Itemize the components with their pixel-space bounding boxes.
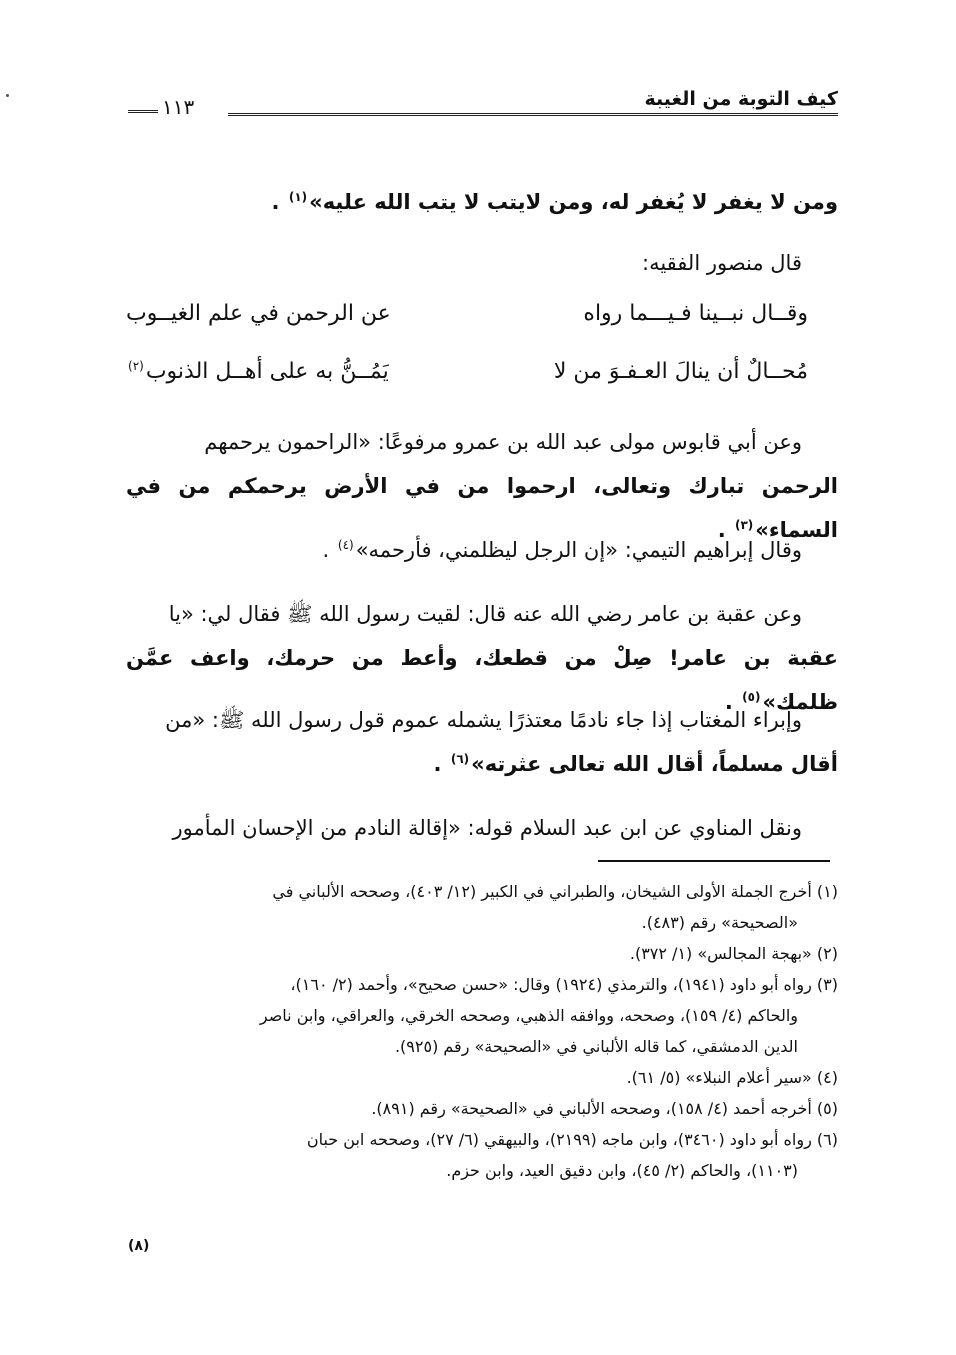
footnote-4 bbox=[126, 1062, 838, 1093]
footnote-6-cont bbox=[126, 1155, 838, 1186]
footnote-text: «الصحيحة» رقم (٤٨٣). bbox=[641, 913, 798, 932]
footnote-ref: (٢) bbox=[128, 358, 144, 373]
footnote-text: الدين الدمشقي، كما قاله الألباني في «الصحيحة» رقم (٩٢٥). bbox=[394, 1037, 798, 1056]
paragraph-end: . bbox=[271, 190, 280, 214]
paragraph-1 bbox=[126, 180, 838, 224]
page-header bbox=[128, 84, 838, 134]
paragraph-text: قال منصور الفقيه: bbox=[642, 251, 802, 275]
footnote-6 bbox=[126, 1124, 838, 1155]
verse-2 bbox=[126, 350, 838, 394]
verse-2-first-hemistich: مُحــالٌ أن ينالَ العـفـوَ من لا bbox=[553, 359, 808, 384]
footnote-3-cont bbox=[126, 1000, 838, 1031]
footnote-3-cont bbox=[126, 1031, 838, 1062]
margin-mark bbox=[6, 94, 9, 97]
paragraph-6 bbox=[126, 698, 838, 786]
footnote-1 bbox=[126, 876, 838, 907]
poet-intro bbox=[126, 241, 838, 285]
paragraph-end: . bbox=[717, 518, 726, 542]
footnotes bbox=[126, 876, 838, 1186]
verse-1-first-hemistich: وقــال نبــينا فـيـــما رواه bbox=[583, 301, 808, 326]
paragraph-end: . bbox=[433, 752, 442, 776]
paragraph-text: وإبراء المغتاب إذا جاء نادمًا معتذرًا يشمله عموم قول رسول الله ﷺ: «من bbox=[165, 708, 802, 732]
paragraph-text: ونقل المناوي عن ابن عبد السلام قوله: «إقالة النادم من الإحسان المأمور bbox=[172, 816, 802, 840]
footnote-ref: (٤) bbox=[337, 538, 354, 552]
hemistich-text: يَمُــنُّ به على أهــل الذنوب bbox=[145, 359, 389, 384]
footnote-1-cont bbox=[126, 907, 838, 938]
footnote-separator bbox=[598, 860, 830, 862]
header-rule bbox=[228, 113, 838, 116]
footnote-text: (٦) رواه أبو داود (٣٤٦٠)، وابن ماجه (٢١٩٩)، والبيهقي (٦/ ٢٧)، وصححه ابن حبان bbox=[306, 1130, 838, 1149]
footnote-ref: (٣) bbox=[734, 518, 754, 532]
page-number: ١١٣ bbox=[162, 95, 195, 119]
footnote-ref: (١) bbox=[288, 190, 308, 204]
paragraph-text: عقبة بن عامر! صِلْ من قطعك، وأعط من حرمك، واعف عمَّن ظلمك» bbox=[126, 646, 838, 714]
verse-1-second-hemistich: عن الرحمن في علم الغيــوب bbox=[126, 301, 391, 326]
footnote-text: (١) أخرج الجملة الأولى الشيخان، والطبراني في الكبير (١٢/ ٤٠٣)، وصححه الألباني في bbox=[272, 882, 838, 901]
verse-1 bbox=[126, 292, 838, 336]
verse-2-second-hemistich bbox=[126, 350, 389, 394]
paragraph-text: وعن أبي قابوس مولى عبد الله بن عمرو مرفوعًا: «الراحمون يرحمهم bbox=[204, 430, 802, 454]
paragraph-text: ومن لا يغفر لا يُغفر له، ومن لايتب لا يتب الله عليه» bbox=[309, 190, 838, 214]
paragraph-line bbox=[126, 742, 838, 786]
paragraph-text: أقال مسلماً، أقال الله تعالى عثرته» bbox=[471, 752, 838, 776]
paragraph-line bbox=[126, 698, 838, 742]
footnote-text: (١١٠٣)، والحاكم (٢/ ٤٥)، وابن دقيق العيد، وابن حزم. bbox=[446, 1161, 798, 1180]
paragraph-end: . bbox=[322, 538, 330, 562]
footnote-5 bbox=[126, 1093, 838, 1124]
paragraph-end: . bbox=[724, 690, 733, 714]
footnote-3 bbox=[126, 969, 838, 1000]
footnote-text: (٥) أخرجه أحمد (٤/ ١٥٨)، وصححه الألباني في «الصحيحة» رقم (٨٩١). bbox=[371, 1099, 838, 1118]
footnote-ref: (٦) bbox=[450, 752, 470, 766]
footnote-text: والحاكم (٤/ ١٥٩)، وصححه، ووافقه الذهبي، وصححه الخرقي، والعراقي، وابن ناصر bbox=[259, 1006, 798, 1025]
footnote-2 bbox=[126, 938, 838, 969]
paragraph-7 bbox=[126, 806, 838, 850]
paragraph-text: وقال إبراهيم التيمي: «إن الرجل ليظلمني، فأرحمه» bbox=[355, 538, 802, 562]
paragraph-text: وعن عقبة بن عامر رضي الله عنه قال: لقيت رسول الله ﷺ فقال لي: «يا bbox=[168, 602, 802, 626]
footnote-text: (٤) «سير أعلام النبلاء» (٥/ ٦١). bbox=[626, 1068, 838, 1087]
footnote-text: (٢) «بهجة المجالس» (١/ ٣٧٢). bbox=[629, 944, 838, 963]
footnote-text: (٣) رواه أبو داود (١٩٤١)، والترمذي (١٩٢٤) وقال: «حسن صحيح»، وأحمد (٢/ ١٦٠)، bbox=[290, 975, 838, 994]
paragraph-text: الرحمن تبارك وتعالى، ارحموا من في الأرض يرحمكم من في السماء» bbox=[126, 474, 838, 542]
paragraph-4 bbox=[126, 528, 838, 572]
paragraph-line bbox=[126, 592, 838, 636]
signature-mark: (٨) bbox=[128, 1238, 150, 1254]
header-rule-short bbox=[128, 110, 158, 113]
running-title: كيف التوبة من الغيبة bbox=[644, 88, 838, 110]
paragraph-line bbox=[126, 420, 838, 464]
footnote-ref: (٥) bbox=[742, 690, 761, 704]
